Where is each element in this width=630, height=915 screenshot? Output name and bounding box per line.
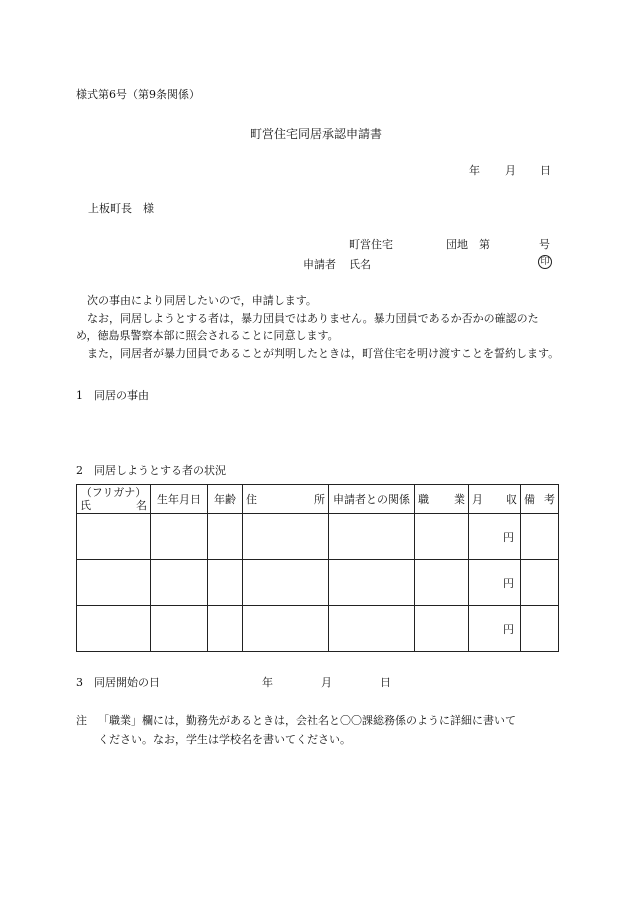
cell-job[interactable]	[415, 606, 469, 652]
cell-note[interactable]	[521, 514, 559, 560]
note-header-b: 考	[544, 493, 555, 506]
applicant-role: 申請者	[303, 258, 336, 271]
cell-income[interactable]: 円	[469, 606, 521, 652]
go-label: 号	[539, 238, 550, 251]
section-3-heading: 3 同居開始の日	[76, 676, 160, 689]
job-header-a: 職	[418, 493, 429, 506]
income-header-a: 月	[472, 493, 483, 506]
dai-label: 第	[479, 238, 490, 251]
table-header-row	[77, 485, 559, 514]
cell-job[interactable]	[415, 560, 469, 606]
danchi-label: 団地	[446, 238, 468, 251]
name-header	[80, 499, 147, 512]
section-1-heading: 1 同居の事由	[76, 389, 149, 402]
col-note	[521, 485, 559, 514]
col-birthdate: 生年月日	[151, 485, 208, 514]
note-header-a: 備	[524, 493, 535, 506]
housing-label: 町営住宅	[349, 238, 393, 251]
job-header-b: 業	[454, 493, 465, 506]
start-year: 年	[262, 676, 273, 689]
body-paragraph-2: なお，同居しようとする者は，暴力団員ではありません。暴力団員であるか否かの確認のため，徳島県警察本部に照会されることに同意します。	[76, 311, 539, 342]
body-paragraph-1: 次の事由により同居したいので，申請します。	[76, 294, 317, 307]
table-row	[77, 514, 559, 560]
cell-birthdate[interactable]	[151, 514, 208, 560]
name-label: 氏名	[349, 258, 371, 271]
cell-income[interactable]: 円	[469, 514, 521, 560]
footnote-line-2: ください。なお，学生は学校名を書いてください。	[98, 733, 351, 746]
body-text	[76, 292, 560, 362]
col-name	[77, 485, 151, 514]
income-header-b: 収	[506, 493, 517, 506]
footnote-line-1: 「職業」欄には，勤務先があるときは，会社名と〇〇課総務係のように詳細に書いて	[98, 714, 516, 727]
cell-relation[interactable]	[329, 606, 415, 652]
cell-relation[interactable]	[329, 514, 415, 560]
furigana-label: （フリガナ）	[80, 486, 147, 499]
col-job	[415, 485, 469, 514]
cohabitant-table	[76, 484, 559, 652]
date-month: 月	[505, 164, 516, 177]
cell-name[interactable]	[77, 514, 151, 560]
cell-age[interactable]	[208, 560, 243, 606]
cell-relation[interactable]	[329, 560, 415, 606]
cell-age[interactable]	[208, 514, 243, 560]
addressee: 上板町長 様	[88, 202, 154, 215]
cell-birthdate[interactable]	[151, 606, 208, 652]
footnote-prefix: 注	[76, 714, 87, 727]
address-header-b: 所	[314, 493, 325, 506]
col-age: 年齢	[208, 485, 243, 514]
address-header-a: 住	[246, 493, 257, 506]
section-2-heading: 2 同居しようとする者の状況	[76, 464, 226, 477]
table-row	[77, 606, 559, 652]
col-relation: 申請者との関係	[329, 485, 415, 514]
cell-address[interactable]	[243, 606, 329, 652]
form-number: 様式第6号（第9条関係）	[76, 88, 200, 101]
page-title: 町営住宅同居承認申請書	[250, 127, 383, 141]
date-day: 日	[540, 164, 551, 177]
start-day: 日	[380, 676, 391, 689]
cell-job[interactable]	[415, 514, 469, 560]
table-row	[77, 560, 559, 606]
name-header-b: 名	[136, 499, 147, 512]
name-header-a: 氏	[80, 499, 91, 512]
body-paragraph-3: また，同居者が暴力団員であることが判明したときは，町営住宅を明け渡すことを誓約します。	[76, 346, 560, 360]
cell-address[interactable]	[243, 560, 329, 606]
col-income	[469, 485, 521, 514]
cell-age[interactable]	[208, 606, 243, 652]
cell-name[interactable]	[77, 560, 151, 606]
cell-address[interactable]	[243, 514, 329, 560]
cell-income[interactable]: 円	[469, 560, 521, 606]
date-year: 年	[469, 164, 480, 177]
start-month: 月	[321, 676, 332, 689]
cell-birthdate[interactable]	[151, 560, 208, 606]
cell-note[interactable]	[521, 606, 559, 652]
seal-mark: 印	[538, 255, 552, 269]
col-address	[243, 485, 329, 514]
cell-note[interactable]	[521, 560, 559, 606]
cell-name[interactable]	[77, 606, 151, 652]
